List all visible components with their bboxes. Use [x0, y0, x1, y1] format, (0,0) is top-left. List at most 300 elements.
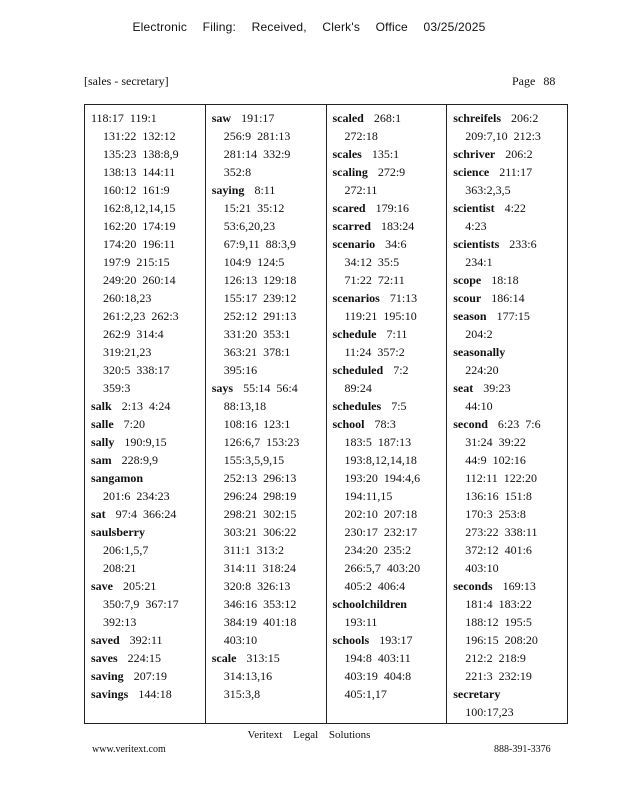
- entry-continuation-line: [453, 703, 562, 721]
- page-line-refs: 260:18,23: [103, 291, 152, 305]
- page-line-refs: 7:20: [123, 417, 146, 431]
- entry-continuation-line: [91, 181, 200, 199]
- entry-head-line: [333, 361, 442, 379]
- page-line-refs: 272:9: [377, 165, 406, 179]
- entry-continuation-line: [333, 523, 442, 541]
- entry-continuation-line: [333, 649, 442, 667]
- page-line-refs: 194:8 403:11: [344, 651, 411, 665]
- index-term: seat: [453, 381, 474, 395]
- page-line-refs: 352:8: [223, 165, 252, 179]
- index-term: scales: [332, 147, 362, 161]
- index-term: saying: [211, 183, 245, 197]
- entry-head-line: [333, 325, 442, 343]
- page-line-refs: 403:10: [223, 633, 258, 647]
- index-entry: [333, 289, 442, 325]
- index-term: saving: [91, 669, 124, 683]
- entry-head-line: [453, 343, 562, 361]
- entry-continuation-line: [91, 271, 200, 289]
- entry-continuation-line: [212, 559, 321, 577]
- page-line-refs: 204:2: [465, 327, 493, 341]
- page-line-refs: 268:1: [373, 111, 402, 125]
- index-term: scientist: [453, 201, 495, 215]
- entry-head-line: [453, 685, 562, 703]
- page-line-refs: 303:21 306:22: [223, 525, 297, 539]
- entry-head-line: [453, 145, 562, 163]
- index-entry: [453, 109, 562, 145]
- entry-continuation-line: [453, 487, 562, 505]
- entry-continuation-line: [333, 433, 442, 451]
- page-line-refs: 53:6,20,23: [223, 219, 276, 233]
- entry-continuation-line: [91, 307, 200, 325]
- page-line-refs: 314:13,16: [223, 669, 273, 683]
- index-entry: [453, 199, 562, 235]
- index-term: scope: [453, 273, 482, 287]
- index-term: scientists: [453, 237, 500, 251]
- index-entry: [91, 415, 200, 433]
- entry-head-line: [91, 505, 200, 523]
- page-line-refs: 224:20: [465, 363, 499, 377]
- page-line-refs: 8:11: [254, 183, 276, 197]
- entry-head-line: [212, 181, 321, 199]
- stamp-word: Received,: [251, 20, 307, 34]
- index-entry: [212, 379, 321, 649]
- index-entry: [453, 307, 562, 343]
- entry-head-line: [453, 379, 562, 397]
- index-entry: [333, 163, 442, 199]
- page-line-refs: 119:21 195:10: [344, 309, 417, 323]
- page-line-refs: 186:14: [491, 291, 525, 305]
- entry-continuation-line: [91, 289, 200, 307]
- page-line-refs: 281:14 332:9: [223, 147, 291, 161]
- entry-head-line: [453, 577, 562, 595]
- index-term: savings: [91, 687, 129, 701]
- index-entry: [333, 361, 442, 397]
- index-term: salle: [91, 417, 114, 431]
- page-line-refs: 4:22: [504, 201, 526, 215]
- entry-continuation-line: [91, 541, 200, 559]
- entry-continuation-line: [212, 451, 321, 469]
- index-entry: [453, 163, 562, 199]
- page-line-refs: 71:13: [389, 291, 418, 305]
- entry-head-line: [212, 109, 321, 127]
- entry-continuation-line: [333, 343, 442, 361]
- entry-continuation-line: [91, 595, 200, 613]
- page-line-refs: 193:8,12,14,18: [344, 453, 417, 467]
- index-column-4: [446, 105, 567, 723]
- page-line-refs: 194:11,15: [344, 489, 393, 503]
- entry-continuation-line: [212, 433, 321, 451]
- entry-continuation-line: [212, 631, 321, 649]
- index-term: sat: [91, 507, 106, 521]
- page-line-refs: 170:3 253:8: [465, 507, 526, 521]
- entry-continuation-line: [91, 145, 200, 163]
- entry-continuation-line: [453, 325, 562, 343]
- page-line-refs: 104:9 124:5: [223, 255, 285, 269]
- entry-head-line: [91, 577, 200, 595]
- entry-continuation-line: [453, 649, 562, 667]
- index-term: scared: [332, 201, 366, 215]
- page-line-refs: 71:22 72:11: [344, 273, 405, 287]
- index-entry: [333, 397, 442, 415]
- index-entry: [333, 145, 442, 163]
- entry-continuation-line: [453, 613, 562, 631]
- page-line-refs: 221:3 232:19: [465, 669, 532, 683]
- entry-continuation-line: [453, 667, 562, 685]
- index-entry: [333, 325, 442, 361]
- entry-continuation-line: [212, 217, 321, 235]
- page-line-refs: 100:17,23: [465, 705, 514, 719]
- entry-head-line: [333, 145, 442, 163]
- page-line-refs: 201:6 234:23: [103, 489, 170, 503]
- index-entry: [453, 379, 562, 415]
- index-term: scale: [211, 651, 237, 665]
- entry-head-line: [91, 397, 200, 415]
- index-entry: [212, 109, 321, 181]
- footer-website: www.veritext.com: [92, 744, 166, 755]
- entry-continuation-line: [91, 235, 200, 253]
- index-entry: [91, 685, 200, 703]
- entry-head-line: [91, 523, 200, 541]
- entry-head-line: [91, 649, 200, 667]
- entry-head-line: [91, 631, 200, 649]
- entry-head-line: [333, 163, 442, 181]
- index-term: sally: [91, 435, 115, 449]
- index-column-1: [85, 105, 205, 723]
- entry-continuation-line: [333, 271, 442, 289]
- page-line-refs: 88:13,18: [223, 399, 267, 413]
- entry-continuation-line: [91, 361, 200, 379]
- entry-continuation-line: [333, 469, 442, 487]
- entry-continuation-line: [91, 325, 200, 343]
- entry-continuation-line: [212, 235, 321, 253]
- page-line-refs: 15:21 35:12: [223, 201, 285, 215]
- index-entry: [91, 577, 200, 631]
- page-line-refs: 256:9 281:13: [223, 129, 291, 143]
- page-line-refs: 266:5,7 403:20: [344, 561, 421, 575]
- index-term: scour: [453, 291, 482, 305]
- entry-head-line: [333, 289, 442, 307]
- index-entry: [91, 451, 200, 469]
- page-line-refs: 384:19 401:18: [223, 615, 297, 629]
- index-term: saved: [91, 633, 120, 647]
- page-line-refs: 296:24 298:19: [223, 489, 297, 503]
- footer-phone: 888-391-3376: [494, 744, 551, 755]
- entry-continuation-line: [453, 631, 562, 649]
- page-line-refs: 350:7,9 367:17: [103, 597, 179, 611]
- page-line-refs: 209:7,10 212:3: [465, 129, 541, 143]
- index-term: schoolchildren: [332, 597, 407, 611]
- page-line-refs: 11:24 357:2: [344, 345, 405, 359]
- entry-head-line: [91, 109, 200, 127]
- index-term: scenario: [332, 237, 376, 251]
- page-line-refs: 183:24: [380, 219, 415, 233]
- page-line-refs: 188:12 195:5: [465, 615, 532, 629]
- page-line-refs: 183:5 187:13: [344, 435, 412, 449]
- entry-continuation-line: [333, 613, 442, 631]
- entry-continuation-line: [212, 289, 321, 307]
- index-term: seconds: [453, 579, 493, 593]
- entry-continuation-line: [453, 127, 562, 145]
- page-line-refs: 319:21,23: [103, 345, 152, 359]
- page-label: Page: [512, 74, 536, 88]
- index-column-2: [205, 105, 326, 723]
- entry-head-line: [453, 199, 562, 217]
- page-line-refs: 395:16: [223, 363, 258, 377]
- entry-continuation-line: [212, 577, 321, 595]
- page-line-refs: 273:22 338:11: [465, 525, 538, 539]
- stamp-word: Clerk's: [322, 20, 361, 34]
- index-entry: [91, 667, 200, 685]
- index-term: science: [453, 165, 490, 179]
- page-line-refs: 228:9,9: [121, 453, 159, 467]
- page-line-refs: 206:2: [505, 147, 533, 161]
- entry-continuation-line: [91, 199, 200, 217]
- word-index-grid: [84, 104, 568, 724]
- entry-continuation-line: [212, 487, 321, 505]
- page-line-refs: 372:12 401:6: [465, 543, 532, 557]
- entry-continuation-line: [453, 469, 562, 487]
- index-term: saves: [91, 651, 118, 665]
- index-entry: [91, 397, 200, 415]
- page-line-refs: 18:18: [491, 273, 519, 287]
- footer-company: [0, 729, 618, 741]
- index-term: saw: [211, 111, 232, 125]
- stamp-word: Filing:: [202, 20, 237, 34]
- index-entry: [91, 469, 200, 505]
- entry-head-line: [453, 271, 562, 289]
- entry-head-line: [91, 469, 200, 487]
- page-line-refs: 262:9 314:4: [103, 327, 164, 341]
- index-term: schreifels: [453, 111, 502, 125]
- index-term: salk: [91, 399, 112, 413]
- entry-head-line: [453, 307, 562, 325]
- entry-continuation-line: [91, 613, 200, 631]
- entry-continuation-line: [212, 307, 321, 325]
- index-entry: [333, 415, 442, 595]
- page-line-refs: 135:1: [371, 147, 400, 161]
- entry-continuation-line: [212, 397, 321, 415]
- page-line-refs: 136:16 151:8: [465, 489, 532, 503]
- index-entry: [453, 271, 562, 289]
- page-line-refs: 252:12 291:13: [223, 309, 297, 323]
- index-term: seasonally: [453, 345, 506, 359]
- entry-continuation-line: [333, 667, 442, 685]
- page-line-refs: 7:5: [391, 399, 407, 413]
- index-entry: [333, 595, 442, 631]
- entry-continuation-line: [91, 559, 200, 577]
- page-line-refs: 179:16: [375, 201, 409, 215]
- entry-continuation-line: [333, 379, 442, 397]
- entry-continuation-line: [453, 433, 562, 451]
- index-entry: [91, 505, 200, 523]
- page-line-refs: 206:2: [511, 111, 539, 125]
- page-line-refs: 190:9,15: [124, 435, 167, 449]
- page-line-refs: 298:21 302:15: [223, 507, 297, 521]
- index-entry: [453, 415, 562, 577]
- entry-continuation-line: [212, 199, 321, 217]
- page-line-refs: 272:18: [344, 129, 378, 143]
- page-line-refs: 193:17: [379, 633, 413, 647]
- page-line-refs: 403:10: [465, 561, 499, 575]
- entry-continuation-line: [333, 127, 442, 145]
- page-line-refs: 191:17: [241, 111, 275, 125]
- page-line-refs: 162:20 174:19: [103, 219, 176, 233]
- entry-continuation-line: [453, 397, 562, 415]
- index-entry: [333, 199, 442, 217]
- company-word: Veritext: [247, 729, 283, 741]
- page-line-refs: 272:11: [344, 183, 378, 197]
- page-line-refs: 155:3,5,9,15: [223, 453, 285, 467]
- entry-continuation-line: [453, 181, 562, 199]
- entry-continuation-line: [212, 271, 321, 289]
- index-term: school: [332, 417, 365, 431]
- entry-head-line: [333, 235, 442, 253]
- entry-continuation-line: [333, 541, 442, 559]
- index-entry: [453, 289, 562, 307]
- page-line-refs: 4:23: [465, 219, 487, 233]
- page-line-refs: 34:12 35:5: [344, 255, 400, 269]
- entry-continuation-line: [333, 307, 442, 325]
- page-line-refs: 6:23 7:6: [497, 417, 541, 431]
- page-line-refs: 44:9 102:16: [465, 453, 526, 467]
- index-entry: [333, 235, 442, 289]
- entry-head-line: [91, 415, 200, 433]
- page-line-refs: 207:19: [133, 669, 168, 683]
- index-term: scaled: [332, 111, 364, 125]
- page-line-refs: 208:21: [103, 561, 137, 575]
- page-line-refs: 230:17 232:17: [344, 525, 418, 539]
- page-line-refs: 39:23: [483, 381, 511, 395]
- entry-continuation-line: [453, 361, 562, 379]
- entry-continuation-line: [212, 325, 321, 343]
- entry-continuation-line: [333, 577, 442, 595]
- page-line-refs: 31:24 39:22: [465, 435, 526, 449]
- page-line-refs: 359:3: [103, 381, 131, 395]
- entry-head-line: [212, 649, 321, 667]
- page-line-refs: 7:11: [386, 327, 408, 341]
- index-term: save: [91, 579, 113, 593]
- index-column-3: [326, 105, 447, 723]
- entry-head-line: [91, 433, 200, 451]
- entry-continuation-line: [453, 217, 562, 235]
- entry-continuation-line: [212, 145, 321, 163]
- page-line-refs: 315:3,8: [223, 687, 261, 701]
- entry-continuation-line: [453, 595, 562, 613]
- stamp-word: Office: [375, 20, 408, 34]
- entry-continuation-line: [453, 505, 562, 523]
- entry-continuation-line: [212, 595, 321, 613]
- page-line-refs: 363:21 378:1: [223, 345, 291, 359]
- index-entry: [91, 523, 200, 577]
- entry-continuation-line: [453, 253, 562, 271]
- entry-continuation-line: [212, 523, 321, 541]
- page-line-refs: 314:11 318:24: [223, 561, 296, 575]
- page-number: [512, 74, 555, 89]
- index-term: secretary: [453, 687, 501, 701]
- entry-continuation-line: [453, 523, 562, 541]
- page-line-refs: 392:13: [103, 615, 137, 629]
- index-term: schedules: [332, 399, 382, 413]
- page-line-refs: 118:17 119:1: [91, 111, 157, 125]
- page-line-refs: 34:6: [385, 237, 407, 251]
- entry-continuation-line: [212, 415, 321, 433]
- index-term: scenarios: [332, 291, 380, 305]
- index-entry: [91, 631, 200, 649]
- page-line-refs: 205:21: [123, 579, 157, 593]
- entry-continuation-line: [333, 487, 442, 505]
- entry-head-line: [333, 109, 442, 127]
- entry-continuation-line: [333, 253, 442, 271]
- index-term: schools: [332, 633, 370, 647]
- index-entry: [212, 649, 321, 703]
- page-line-refs: 331:20 353:1: [223, 327, 291, 341]
- stamp-word: Electronic: [132, 20, 188, 34]
- entry-head-line: [453, 163, 562, 181]
- page-line-refs: 392:11: [129, 633, 163, 647]
- index-term: season: [453, 309, 487, 323]
- entry-head-line: [91, 451, 200, 469]
- index-range: [sales - secretary]: [84, 74, 169, 88]
- entry-continuation-line: [212, 127, 321, 145]
- page-line-refs: 193:11: [344, 615, 378, 629]
- entry-continuation-line: [212, 361, 321, 379]
- entry-head-line: [453, 289, 562, 307]
- page-line-refs: 108:16 123:1: [223, 417, 291, 431]
- index-entry: [453, 235, 562, 271]
- page-line-refs: 320:5 338:17: [103, 363, 170, 377]
- page-line-refs: 169:13: [502, 579, 536, 593]
- page-line-refs: 261:2,23 262:3: [103, 309, 179, 323]
- page-line-refs: 196:15 208:20: [465, 633, 538, 647]
- entry-head-line: [453, 415, 562, 433]
- page-line-refs: 138:13 144:11: [103, 165, 176, 179]
- index-term: scaling: [332, 165, 368, 179]
- page-line-refs: 89:24: [344, 381, 372, 395]
- page-value: 88: [543, 74, 556, 88]
- page-line-refs: 126:6,7 153:23: [223, 435, 300, 449]
- entry-head-line: [212, 379, 321, 397]
- page-line-refs: 135:23 138:8,9: [103, 147, 179, 161]
- entry-continuation-line: [453, 559, 562, 577]
- entry-continuation-line: [91, 253, 200, 271]
- entry-continuation-line: [212, 469, 321, 487]
- page-line-refs: 320:8 326:13: [223, 579, 291, 593]
- entry-continuation-line: [333, 505, 442, 523]
- page-line-refs: 7:2: [393, 363, 409, 377]
- page-line-refs: 193:20 194:4,6: [344, 471, 421, 485]
- entry-continuation-line: [212, 541, 321, 559]
- page-line-refs: 55:14 56:4: [243, 381, 298, 395]
- page-line-refs: 313:15: [246, 651, 280, 665]
- entry-continuation-line: [453, 541, 562, 559]
- entry-continuation-line: [212, 253, 321, 271]
- entry-continuation-line: [91, 127, 200, 145]
- page-line-refs: 211:17: [499, 165, 533, 179]
- index-term: sangamon: [91, 471, 144, 485]
- page-line-refs: 311:1 313:2: [223, 543, 284, 557]
- page-line-refs: 162:8,12,14,15: [103, 201, 176, 215]
- page-line-refs: 405:2 406:4: [344, 579, 406, 593]
- index-entry: [453, 577, 562, 685]
- entry-continuation-line: [333, 559, 442, 577]
- stamp-word: 03/25/2025: [423, 20, 486, 34]
- entry-head-line: [453, 109, 562, 127]
- page-line-refs: 234:1: [465, 255, 493, 269]
- page-line-refs: 67:9,11 88:3,9: [223, 237, 296, 251]
- index-term: schedule: [332, 327, 377, 341]
- index-term: scarred: [332, 219, 371, 233]
- company-word: Legal: [293, 729, 319, 741]
